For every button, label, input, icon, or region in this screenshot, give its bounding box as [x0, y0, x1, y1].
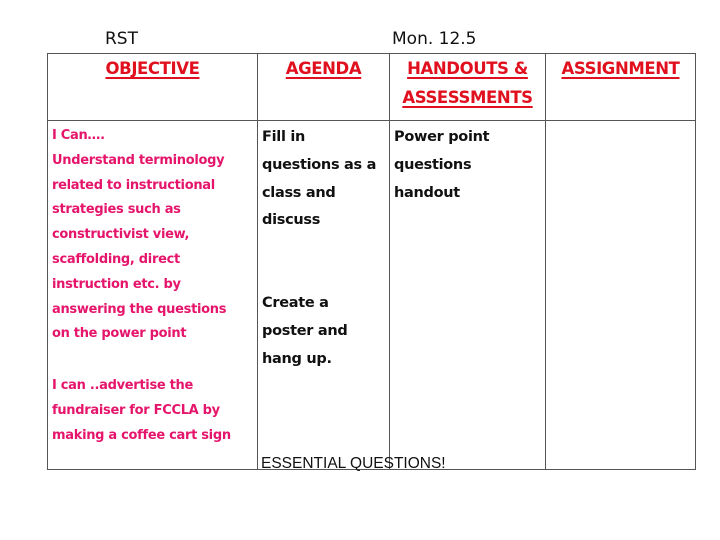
objective-line: answering the questions [52, 301, 227, 317]
objective-line: making a coffee cart sign [52, 427, 231, 443]
objective-line: instruction etc. by [52, 276, 181, 292]
agenda-line: Create a [262, 295, 329, 312]
objective-line: I Can…. [52, 128, 105, 143]
column-header-handouts: HANDOUTS & ASSESSMENTS [390, 54, 546, 121]
objective-cell [48, 121, 258, 470]
agenda-line: Fill in [262, 129, 306, 145]
agenda-line: poster and [262, 322, 348, 339]
handouts-cell [390, 121, 546, 470]
objective-line: constructivist view, [52, 227, 190, 243]
objective-line: I can ..advertise the [52, 378, 194, 394]
agenda-line: class and [262, 184, 336, 201]
handouts-line: Power point [394, 129, 490, 145]
objective-line: scaffolding, direct [52, 251, 180, 267]
objective-line: on the power point [52, 326, 187, 342]
objective-line: related to instructional [52, 177, 215, 193]
column-header-objective: OBJECTIVE [48, 54, 258, 121]
objective-line: Understand terminology [52, 152, 225, 168]
agenda-line: hang up. [262, 350, 332, 367]
assignment-cell [546, 121, 696, 470]
spacer [52, 347, 257, 374]
objective-line: fundraiser for FCCLA by [52, 402, 220, 418]
agenda-line: questions as a [262, 156, 377, 173]
column-header-agenda: AGENDA [258, 54, 390, 121]
spacer [262, 235, 389, 290]
handouts-line: questions [394, 156, 472, 173]
header-row [48, 54, 696, 121]
agenda-cell [258, 121, 390, 470]
date-label: Mon. 12.5 [392, 29, 477, 49]
column-header-assignment: ASSIGNMENT [546, 54, 696, 121]
objective-line: strategies such as [52, 202, 181, 218]
handouts-line: handout [394, 184, 460, 201]
content-row [48, 121, 696, 470]
class-label: RST [105, 29, 138, 49]
agenda-line: discuss [262, 212, 321, 229]
essential-questions-label: ESSENTIAL QUESTIONS! [261, 455, 446, 472]
lesson-plan-table [47, 53, 696, 470]
